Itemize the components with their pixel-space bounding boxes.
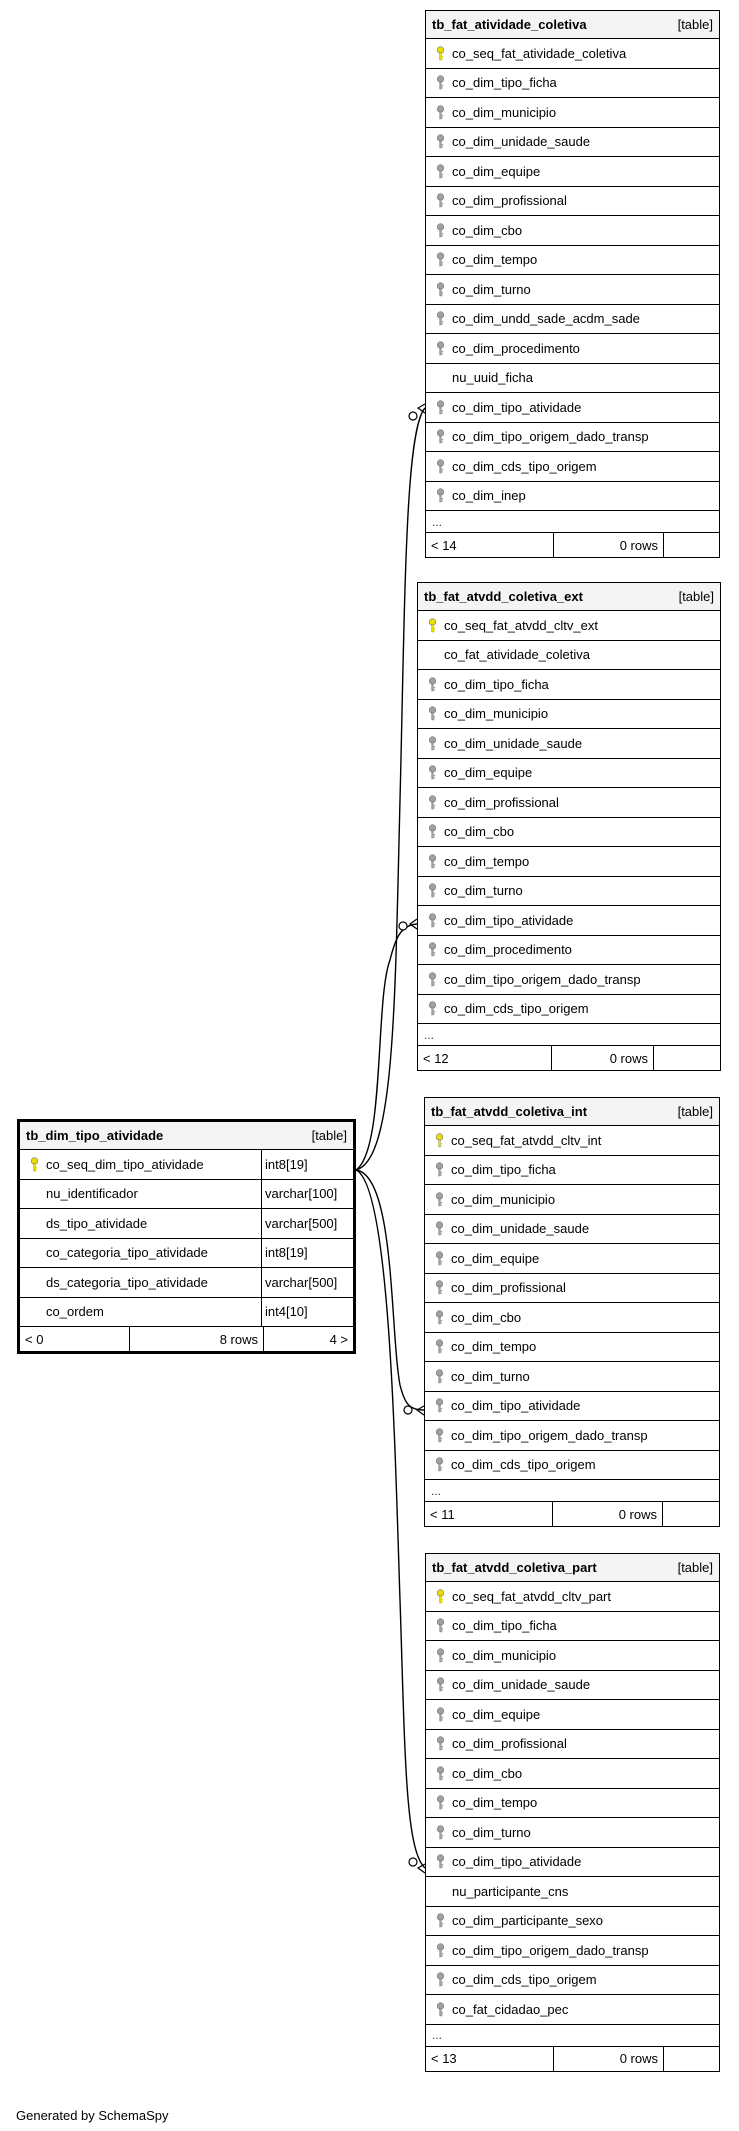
column-name: co_dim_procedimento [452,340,580,356]
column-row[interactable] [426,187,719,217]
table-tb_fat_atvdd_coletiva_part[interactable] [425,1553,720,2072]
column-name: co_dim_cbo [452,1765,523,1781]
foreign-key-icon [431,1162,447,1177]
column-name: co_dim_tempo [452,252,538,268]
footer-rowcount: 0 rows [553,1502,663,1526]
table-type: [table] [677,1104,713,1119]
column-list [425,1126,719,1480]
column-name: co_dim_equipe [451,1250,540,1266]
table-tb_dim_tipo_atividade[interactable] [17,1119,356,1354]
column-row[interactable] [418,818,720,848]
column-row[interactable] [20,1150,353,1180]
column-name: co_dim_unidade_saude [451,1221,590,1237]
footer-parents[interactable]: < 13 [426,2047,554,2071]
foreign-key-icon [432,223,448,238]
column-row[interactable] [418,906,720,936]
foreign-key-icon [432,1972,448,1987]
column-name: co_dim_tipo_origem_dado_transp [451,1427,648,1443]
link-to-tb_fat_atvdd_coletiva_ext [356,924,417,1170]
column-name: co_dim_undd_sade_acdm_sade [452,311,640,327]
foreign-key-icon [432,282,448,297]
footer-parents[interactable]: < 0 [20,1327,130,1351]
foreign-key-icon [431,1398,447,1413]
column-name: co_dim_cds_tipo_origem [452,1972,597,1988]
column-name: co_seq_fat_atividade_coletiva [452,45,627,61]
foreign-key-icon [432,341,448,356]
column-row[interactable] [426,1995,719,2025]
footer-children[interactable] [663,1502,719,1526]
column-name: co_dim_tipo_atividade [444,912,574,928]
column-name: co_dim_tipo_ficha [444,676,549,692]
column-name: co_dim_profissional [444,794,559,810]
foreign-key-icon [432,488,448,503]
generated-by-credit: Generated by SchemaSpy [16,2108,169,2123]
column-row[interactable] [426,1818,719,1848]
table-footer [425,1502,719,1526]
column-row[interactable] [418,700,720,730]
column-row[interactable] [426,1789,719,1819]
column-type: int8[19] [261,1239,353,1268]
table-header [418,583,720,611]
column-name: co_dim_cds_tipo_origem [444,1001,589,1017]
column-row[interactable] [426,452,719,482]
foreign-key-icon [424,972,440,987]
column-name: co_dim_cbo [452,222,523,238]
table-tb_fat_atividade_coletiva[interactable] [425,10,720,558]
footer-children[interactable] [654,1046,720,1070]
table-name: tb_fat_atvdd_coletiva_int [431,1104,588,1119]
column-name: co_dim_profissional [452,1736,567,1752]
foreign-key-icon [432,1913,448,1928]
column-name: co_dim_tipo_atividade [452,1854,582,1870]
foreign-key-icon [432,1854,448,1869]
column-row[interactable] [418,641,720,671]
column-type: varchar[500] [261,1268,353,1297]
column-row[interactable] [418,729,720,759]
column-row[interactable] [426,128,719,158]
column-row[interactable] [418,788,720,818]
footer-children[interactable]: 4 > [329,1331,348,1347]
foreign-key-icon [432,1677,448,1692]
column-row[interactable] [426,1966,719,1996]
footer-children[interactable] [664,2047,719,2071]
foreign-key-icon [424,854,440,869]
foreign-key-icon [424,913,440,928]
column-name: co_dim_tipo_atividade [452,399,582,415]
footer-parents[interactable]: < 12 [418,1046,552,1070]
column-name: co_ordem [46,1304,104,1320]
column-row[interactable] [426,393,719,423]
foreign-key-icon [431,1251,447,1266]
column-row[interactable] [426,1907,719,1937]
column-row[interactable] [426,482,719,512]
table-type: [table] [677,1560,713,1575]
column-row[interactable] [426,69,719,99]
column-name: co_categoria_tipo_atividade [46,1245,208,1261]
column-row[interactable] [426,1759,719,1789]
column-row[interactable] [426,1700,719,1730]
column-name: co_seq_dim_tipo_atividade [46,1156,204,1172]
table-header [20,1122,353,1150]
column-row[interactable] [418,965,720,995]
foreign-key-icon [432,105,448,120]
column-row[interactable] [426,1848,719,1878]
column-row[interactable] [425,1451,719,1481]
table-footer [418,1046,720,1070]
column-name: co_dim_cds_tipo_origem [451,1457,596,1473]
column-row[interactable] [425,1392,719,1422]
foreign-key-icon [432,1766,448,1781]
foreign-key-icon [432,429,448,444]
column-name: co_seq_fat_atvdd_cltv_ext [444,617,598,633]
column-name: co_dim_tipo_origem_dado_transp [452,1942,649,1958]
column-name: co_seq_fat_atvdd_cltv_int [451,1132,602,1148]
foreign-key-icon [432,1736,448,1751]
foreign-key-icon [431,1221,447,1236]
column-name: co_dim_turno [444,883,523,899]
column-name: ds_tipo_atividade [46,1215,148,1231]
column-list [418,611,720,1024]
table-name: tb_fat_atvdd_coletiva_part [432,1560,597,1575]
column-row[interactable] [426,1730,719,1760]
column-name: co_dim_tipo_atividade [451,1398,581,1414]
column-name: co_dim_tipo_ficha [452,75,557,91]
column-row[interactable] [20,1268,353,1298]
foreign-key-icon [432,311,448,326]
foreign-key-icon [424,1001,440,1016]
column-name: co_dim_tempo [451,1339,537,1355]
foreign-key-icon [424,677,440,692]
foreign-key-icon [424,824,440,839]
column-row[interactable] [425,1185,719,1215]
foreign-key-icon [432,75,448,90]
primary-key-icon [26,1157,42,1172]
foreign-key-icon [432,193,448,208]
more-columns-ellipsis: ... [426,2025,719,2047]
column-name: co_dim_turno [451,1368,530,1384]
column-row[interactable] [426,275,719,305]
column-row[interactable] [426,1582,719,1612]
column-row[interactable] [418,995,720,1025]
table-type: [table] [677,17,713,32]
table-header [426,1554,719,1582]
column-name: ds_categoria_tipo_atividade [46,1274,208,1290]
column-type: varchar[500] [261,1209,353,1238]
column-row[interactable] [425,1126,719,1156]
foreign-key-icon [432,164,448,179]
column-name: co_dim_cds_tipo_origem [452,458,597,474]
column-name: co_dim_profissional [451,1280,566,1296]
column-name: co_dim_municipio [451,1191,556,1207]
column-name: co_dim_inep [452,488,526,504]
column-name: co_dim_unidade_saude [452,134,591,150]
column-row[interactable] [426,1641,719,1671]
foreign-key-icon [424,942,440,957]
column-row[interactable] [425,1333,719,1363]
footer-children[interactable] [664,533,719,557]
table-tb_fat_atvdd_coletiva_int[interactable] [424,1097,720,1527]
column-name: co_dim_tipo_ficha [451,1162,556,1178]
column-name: co_dim_participante_sexo [452,1913,604,1929]
foreign-key-icon [432,1795,448,1810]
column-row[interactable] [20,1209,353,1239]
column-row[interactable] [426,157,719,187]
foreign-key-icon [431,1310,447,1325]
table-tb_fat_atvdd_coletiva_ext[interactable] [417,582,721,1071]
column-name: nu_uuid_ficha [452,370,533,386]
table-name: tb_fat_atvdd_coletiva_ext [424,589,583,604]
column-row[interactable] [418,877,720,907]
column-name: nu_participante_cns [452,1883,569,1899]
more-columns-ellipsis: ... [426,511,719,533]
column-name: co_dim_procedimento [444,942,572,958]
column-name: co_seq_fat_atvdd_cltv_part [452,1588,611,1604]
column-name: co_fat_cidadao_pec [452,2001,569,2017]
column-name: co_fat_atividade_coletiva [444,647,590,663]
foreign-key-icon [431,1369,447,1384]
foreign-key-icon [431,1192,447,1207]
column-row[interactable] [425,1156,719,1186]
column-row[interactable] [425,1215,719,1245]
column-row[interactable] [425,1274,719,1304]
column-row[interactable] [418,611,720,641]
column-row[interactable] [426,1877,719,1907]
column-row[interactable] [426,1671,719,1701]
footer-rowcount: 0 rows [554,2047,664,2071]
foreign-key-icon [431,1339,447,1354]
column-row[interactable] [20,1180,353,1210]
column-row[interactable] [426,216,719,246]
column-row[interactable] [20,1298,353,1328]
column-name: co_dim_municipio [444,706,549,722]
column-type: varchar[100] [261,1180,353,1209]
column-row[interactable] [426,246,719,276]
foreign-key-icon [432,134,448,149]
foreign-key-icon [431,1457,447,1472]
primary-key-icon [432,1589,448,1604]
foreign-key-icon [424,795,440,810]
table-footer [426,2047,719,2071]
foreign-key-icon [431,1280,447,1295]
column-name: co_dim_turno [452,1824,531,1840]
footer-parents[interactable]: < 14 [426,533,554,557]
column-row[interactable] [426,1612,719,1642]
footer-rowcount: 0 rows [554,533,664,557]
column-row[interactable] [426,39,719,69]
column-name: co_dim_tempo [452,1795,538,1811]
primary-key-icon [432,46,448,61]
footer-rowcount: 0 rows [552,1046,654,1070]
primary-key-icon [424,618,440,633]
foreign-key-icon [424,736,440,751]
column-name: co_dim_cbo [451,1309,522,1325]
column-row[interactable] [426,423,719,453]
column-row[interactable] [418,670,720,700]
column-row[interactable] [426,364,719,394]
column-row[interactable] [425,1362,719,1392]
column-row[interactable] [425,1244,719,1274]
column-name: co_dim_profissional [452,193,567,209]
link-to-tb_fat_atvdd_coletiva_int [356,1170,424,1410]
table-header [425,1098,719,1126]
more-columns-ellipsis: ... [425,1480,719,1502]
table-footer [426,533,719,557]
table-header [426,11,719,39]
foreign-key-icon [432,1825,448,1840]
column-name: co_dim_tipo_origem_dado_transp [452,429,649,445]
table-footer [20,1327,353,1351]
foreign-key-icon [431,1428,447,1443]
foreign-key-icon [432,400,448,415]
column-name: co_dim_unidade_saude [444,735,583,751]
column-row[interactable] [426,98,719,128]
table-name: tb_fat_atividade_coletiva [432,17,587,32]
foreign-key-icon [432,2002,448,2017]
foreign-key-icon [424,883,440,898]
column-row[interactable] [20,1239,353,1269]
column-row[interactable] [418,936,720,966]
foreign-key-icon [432,459,448,474]
column-list [426,39,719,511]
footer-rowcount: 8 rows [130,1327,264,1351]
primary-key-icon [431,1133,447,1148]
column-name: co_dim_equipe [452,1706,541,1722]
column-row[interactable] [425,1421,719,1451]
column-row[interactable] [425,1303,719,1333]
footer-parents[interactable]: < 11 [425,1502,553,1526]
foreign-key-icon [424,706,440,721]
column-name: co_dim_tipo_ficha [452,1618,557,1634]
column-name: co_dim_tipo_origem_dado_transp [444,971,641,987]
column-name: co_dim_tempo [444,853,530,869]
column-row[interactable] [418,759,720,789]
column-name: co_dim_municipio [452,1647,557,1663]
column-row[interactable] [426,305,719,335]
column-row[interactable] [418,847,720,877]
column-type: int4[10] [261,1298,353,1327]
column-row[interactable] [426,334,719,364]
column-name: nu_identificador [46,1186,138,1202]
foreign-key-icon [432,1648,448,1663]
column-type: int8[19] [261,1150,353,1179]
column-list [20,1150,353,1327]
column-row[interactable] [426,1936,719,1966]
foreign-key-icon [432,252,448,267]
foreign-key-icon [432,1618,448,1633]
foreign-key-icon [432,1707,448,1722]
column-name: co_dim_equipe [452,163,541,179]
more-columns-ellipsis: ... [418,1024,720,1046]
link-to-tb_fat_atividade_coletiva [356,408,425,1170]
column-name: co_dim_municipio [452,104,557,120]
column-name: co_dim_unidade_saude [452,1677,591,1693]
foreign-key-icon [424,765,440,780]
table-name: tb_dim_tipo_atividade [26,1128,164,1143]
column-name: co_dim_turno [452,281,531,297]
column-list [426,1582,719,2025]
table-type: [table] [678,589,714,604]
column-name: co_dim_equipe [444,765,533,781]
foreign-key-icon [432,1943,448,1958]
column-name: co_dim_cbo [444,824,515,840]
table-type: [table] [311,1128,347,1143]
